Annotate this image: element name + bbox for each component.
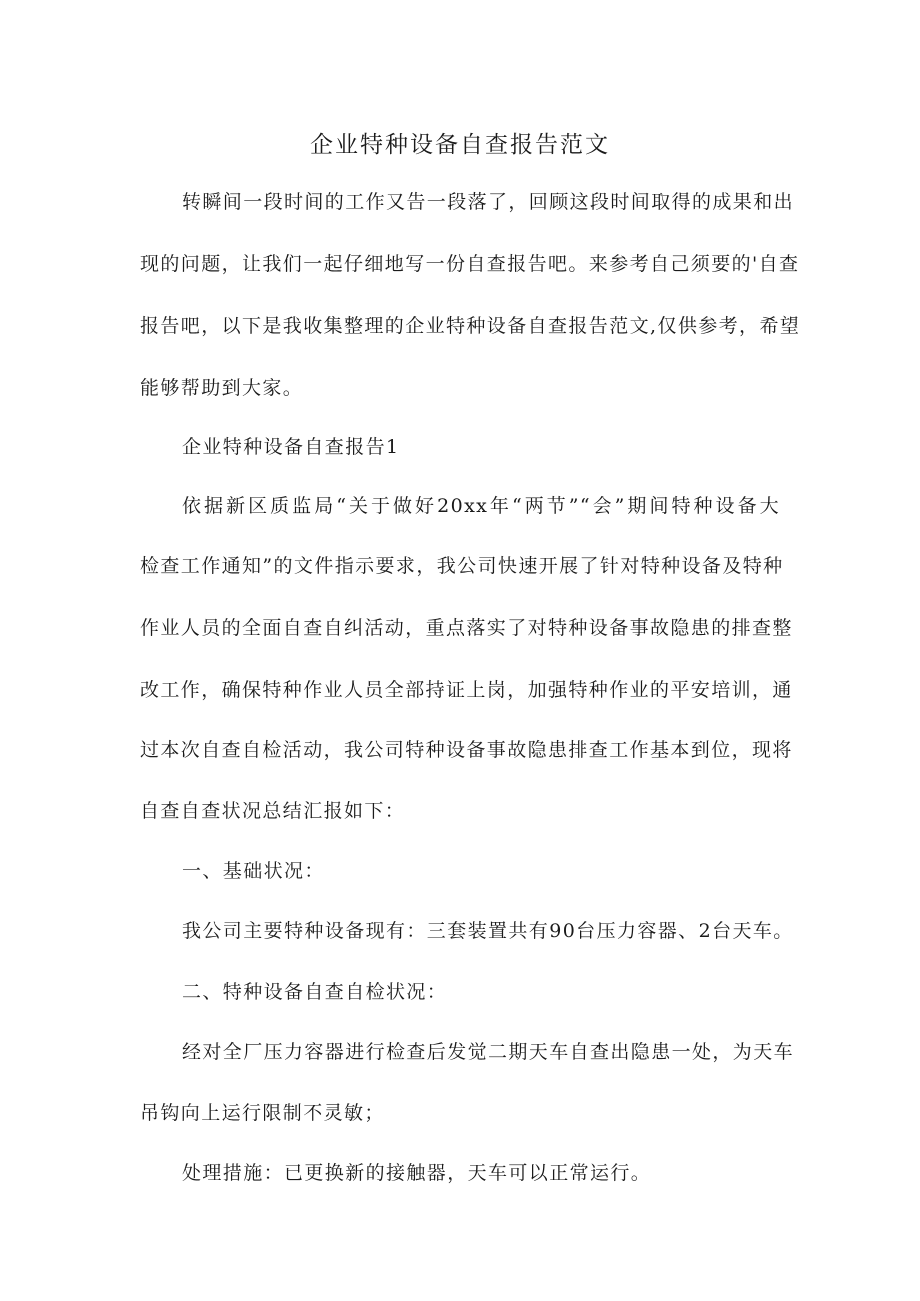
body-line-1: 依据新区质监局“关于做好20xx年“两节”“会”期间特种设备大	[182, 495, 780, 517]
intro-line-4: 能够帮助到大家。	[140, 377, 304, 399]
heading-inspection-status: 二、特种设备自查自检状况：	[182, 981, 448, 1003]
intro-line-3: 报告吧，以下是我收集整理的企业特种设备自查报告范文,仅供参考，希望	[140, 315, 801, 337]
basic-status-text: 我公司主要特种设备现有：三套装置共有90台压力容器、2台天车。	[182, 920, 794, 942]
inspection-line-1: 经对全厂压力容器进行检查后发觉二期天车自查出隐患一处，为天车	[182, 1041, 795, 1063]
body-line-4: 改工作，确保特种作业人员全部持证上岗，加强特种作业的平安培训，通	[140, 679, 793, 701]
intro-line-2: 现的问题，让我们一起仔细地写一份自查报告吧。来参考自己须要的'自查	[140, 253, 800, 275]
body-line-6: 自查自查状况总结汇报如下：	[140, 800, 406, 822]
body-line-2: 检查工作通知”的文件指示要求，我公司快速开展了针对特种设备及特种	[140, 555, 784, 577]
measures-text: 处理措施：已更换新的接触器，天车可以正常运行。	[182, 1162, 652, 1184]
body-line-5: 过本次自查自检活动，我公司特种设备事故隐患排查工作基本到位，现将	[140, 739, 793, 761]
section-title: 企业特种设备自查报告1	[182, 436, 400, 458]
inspection-line-2: 吊钩向上运行限制不灵敏；	[140, 1102, 385, 1124]
intro-line-1: 转瞬间一段时间的工作又告一段落了，回顾这段时间取得的成果和出	[182, 191, 795, 213]
heading-basic-status: 一、基础状况：	[182, 860, 325, 882]
document-title: 企业特种设备自查报告范文	[310, 132, 610, 158]
body-line-3: 作业人员的全面自查自纠活动，重点落实了对特种设备事故隐患的排查整	[140, 617, 793, 639]
